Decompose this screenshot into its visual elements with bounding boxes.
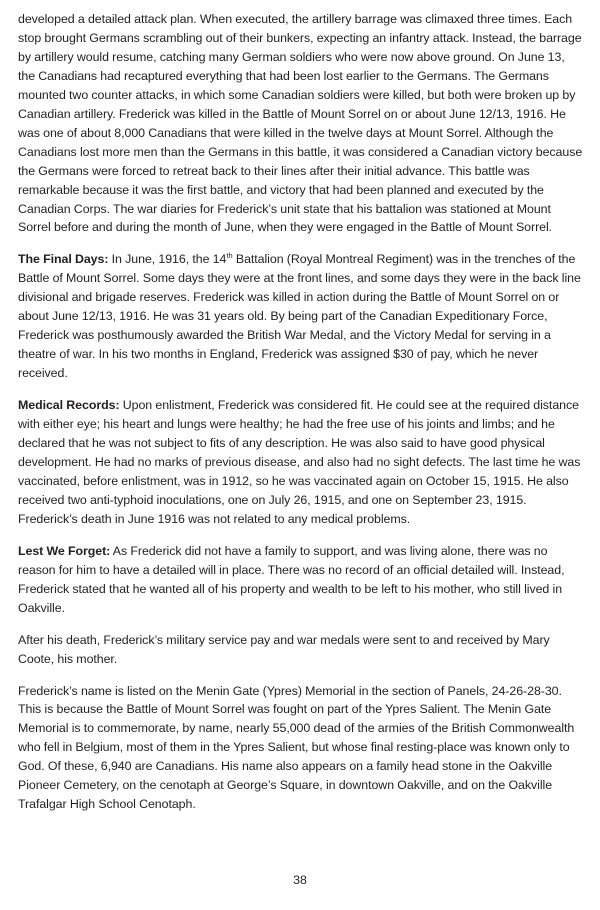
paragraph-heading-final-days: The Final Days:: [18, 252, 109, 267]
paragraph-text: Upon enlistment, Frederick was considered fit. He could see at the required distance with either eye; his heart and lungs were healthy; he had the free use of his joints and limbs; and he declared that he was not subject to fits of any description. He was also said to have good physical development. He had no marks of previous disease, and also had no sight defects. The last time he was vaccinated, before enlistment, was in 1912, so he was vaccinated again on October 15, 1915. He also received two anti-typhoid inoculations, one on July 26, 1915, and one on September 23, 1915. Frederick’s death in June 1916 was not related to any medical problems.: [18, 398, 581, 526]
paragraph-text: As Frederick did not have a family to support, and was living alone, there was no reason for him to have a detailed will in place. There was no record of an official detailed will. Instead, Frederick stated that he wanted all of his property and wealth to be left to his mother, who still lived in Oakville.: [18, 543, 565, 615]
paragraph-text: Frederick’s name is listed on the Menin Gate (Ypres) Memorial in the section of Panels, 24-26-28-30. This is because the Battle of Mount Sorrel was fought on part of the Ypres Salient. The Menin Gate Memorial is to commemorate, by name, nearly 55,000 dead of the armies of the British Commonwealth who fell in Belgium, most of them in the Ypres Salient, but whose final resting-place was known only to God. Of these, 6,940 are Canadians. His name also appears on a family head stone in the Oakville Pioneer Cemetery, on the cenotaph at George’s Square, in downtown Oakville, and on the Oakville Trafalgar High School Cenotaph.: [18, 683, 575, 812]
paragraph-heading-medical-records: Medical Records:: [18, 398, 120, 413]
paragraph-text: developed a detailed attack plan. When executed, the artillery barrage was climaxed three times. Each stop brought Germans scrambling out of their bunkers, expecting an infantry attack. Instead, the barrage by artillery would resume, catching many German soldiers who were now above ground. On June 13, the Canadians had recaptured everything that had been lost earlier to the Germans. The Germans mounted two counter attacks, in which some Canadian soldiers were killed, but both were broken up by Canadian artillery. Frederick was killed in the Battle of Mount Sorrel on or about June 12/13, 1916. He was one of about 8,000 Canadians that were killed in the twelve days at Mount Sorrel. Although the Canadians lost more men than the Germans in this battle, it was considered a Canadian victory because the Germans were forced to retreat back to their lines after their initial advance. This battle was remarkable because it was the first battle, and victory that had been planned and executed by the Canadian Corps. The war diaries for Frederick’s unit state that his battalion was stationed at Mount Sorrel before and during the month of June, when they were engaged in the Battle of Mount Sorrel.: [18, 12, 583, 235]
paragraph-after-his-death: [18, 631, 584, 669]
paragraph-text-before-superscript: In June, 1916, the 14: [108, 252, 227, 267]
paragraph-text-after-superscript: Battalion (Royal Montreal Regiment) was in the trenches of the Battle of Mount Sorrel. Some days they were at the front lines, and some days they were in the back line divisional and brigade reserves. Frederick was killed in action during the Battle of Mount Sorrel on or about June 12/13, 1916. He was 31 years old. By being part of the Canadian Expeditionary Force, Frederick was posthumously awarded the British War Medal, and the Victory Medal for serving in a theatre of war. In his two months in England, Frederick was assigned $30 of pay, which he never received.: [18, 252, 581, 381]
paragraph-medical-records: [18, 396, 584, 529]
paragraph-text: After his death, Frederick’s military service pay and war medals were sent to and received by Mary Coote, his mother.: [18, 632, 550, 666]
ordinal-superscript: th: [226, 251, 233, 261]
paragraph-mount-sorrel-battle: [18, 10, 584, 237]
paragraph-lest-we-forget: [18, 542, 584, 618]
paragraph-menin-gate: [18, 682, 584, 815]
paragraph-final-days: [18, 250, 584, 383]
page-body-text: [18, 10, 584, 814]
paragraph-heading-lest-we-forget: Lest We Forget:: [18, 543, 111, 558]
page-number: 38: [293, 873, 307, 887]
